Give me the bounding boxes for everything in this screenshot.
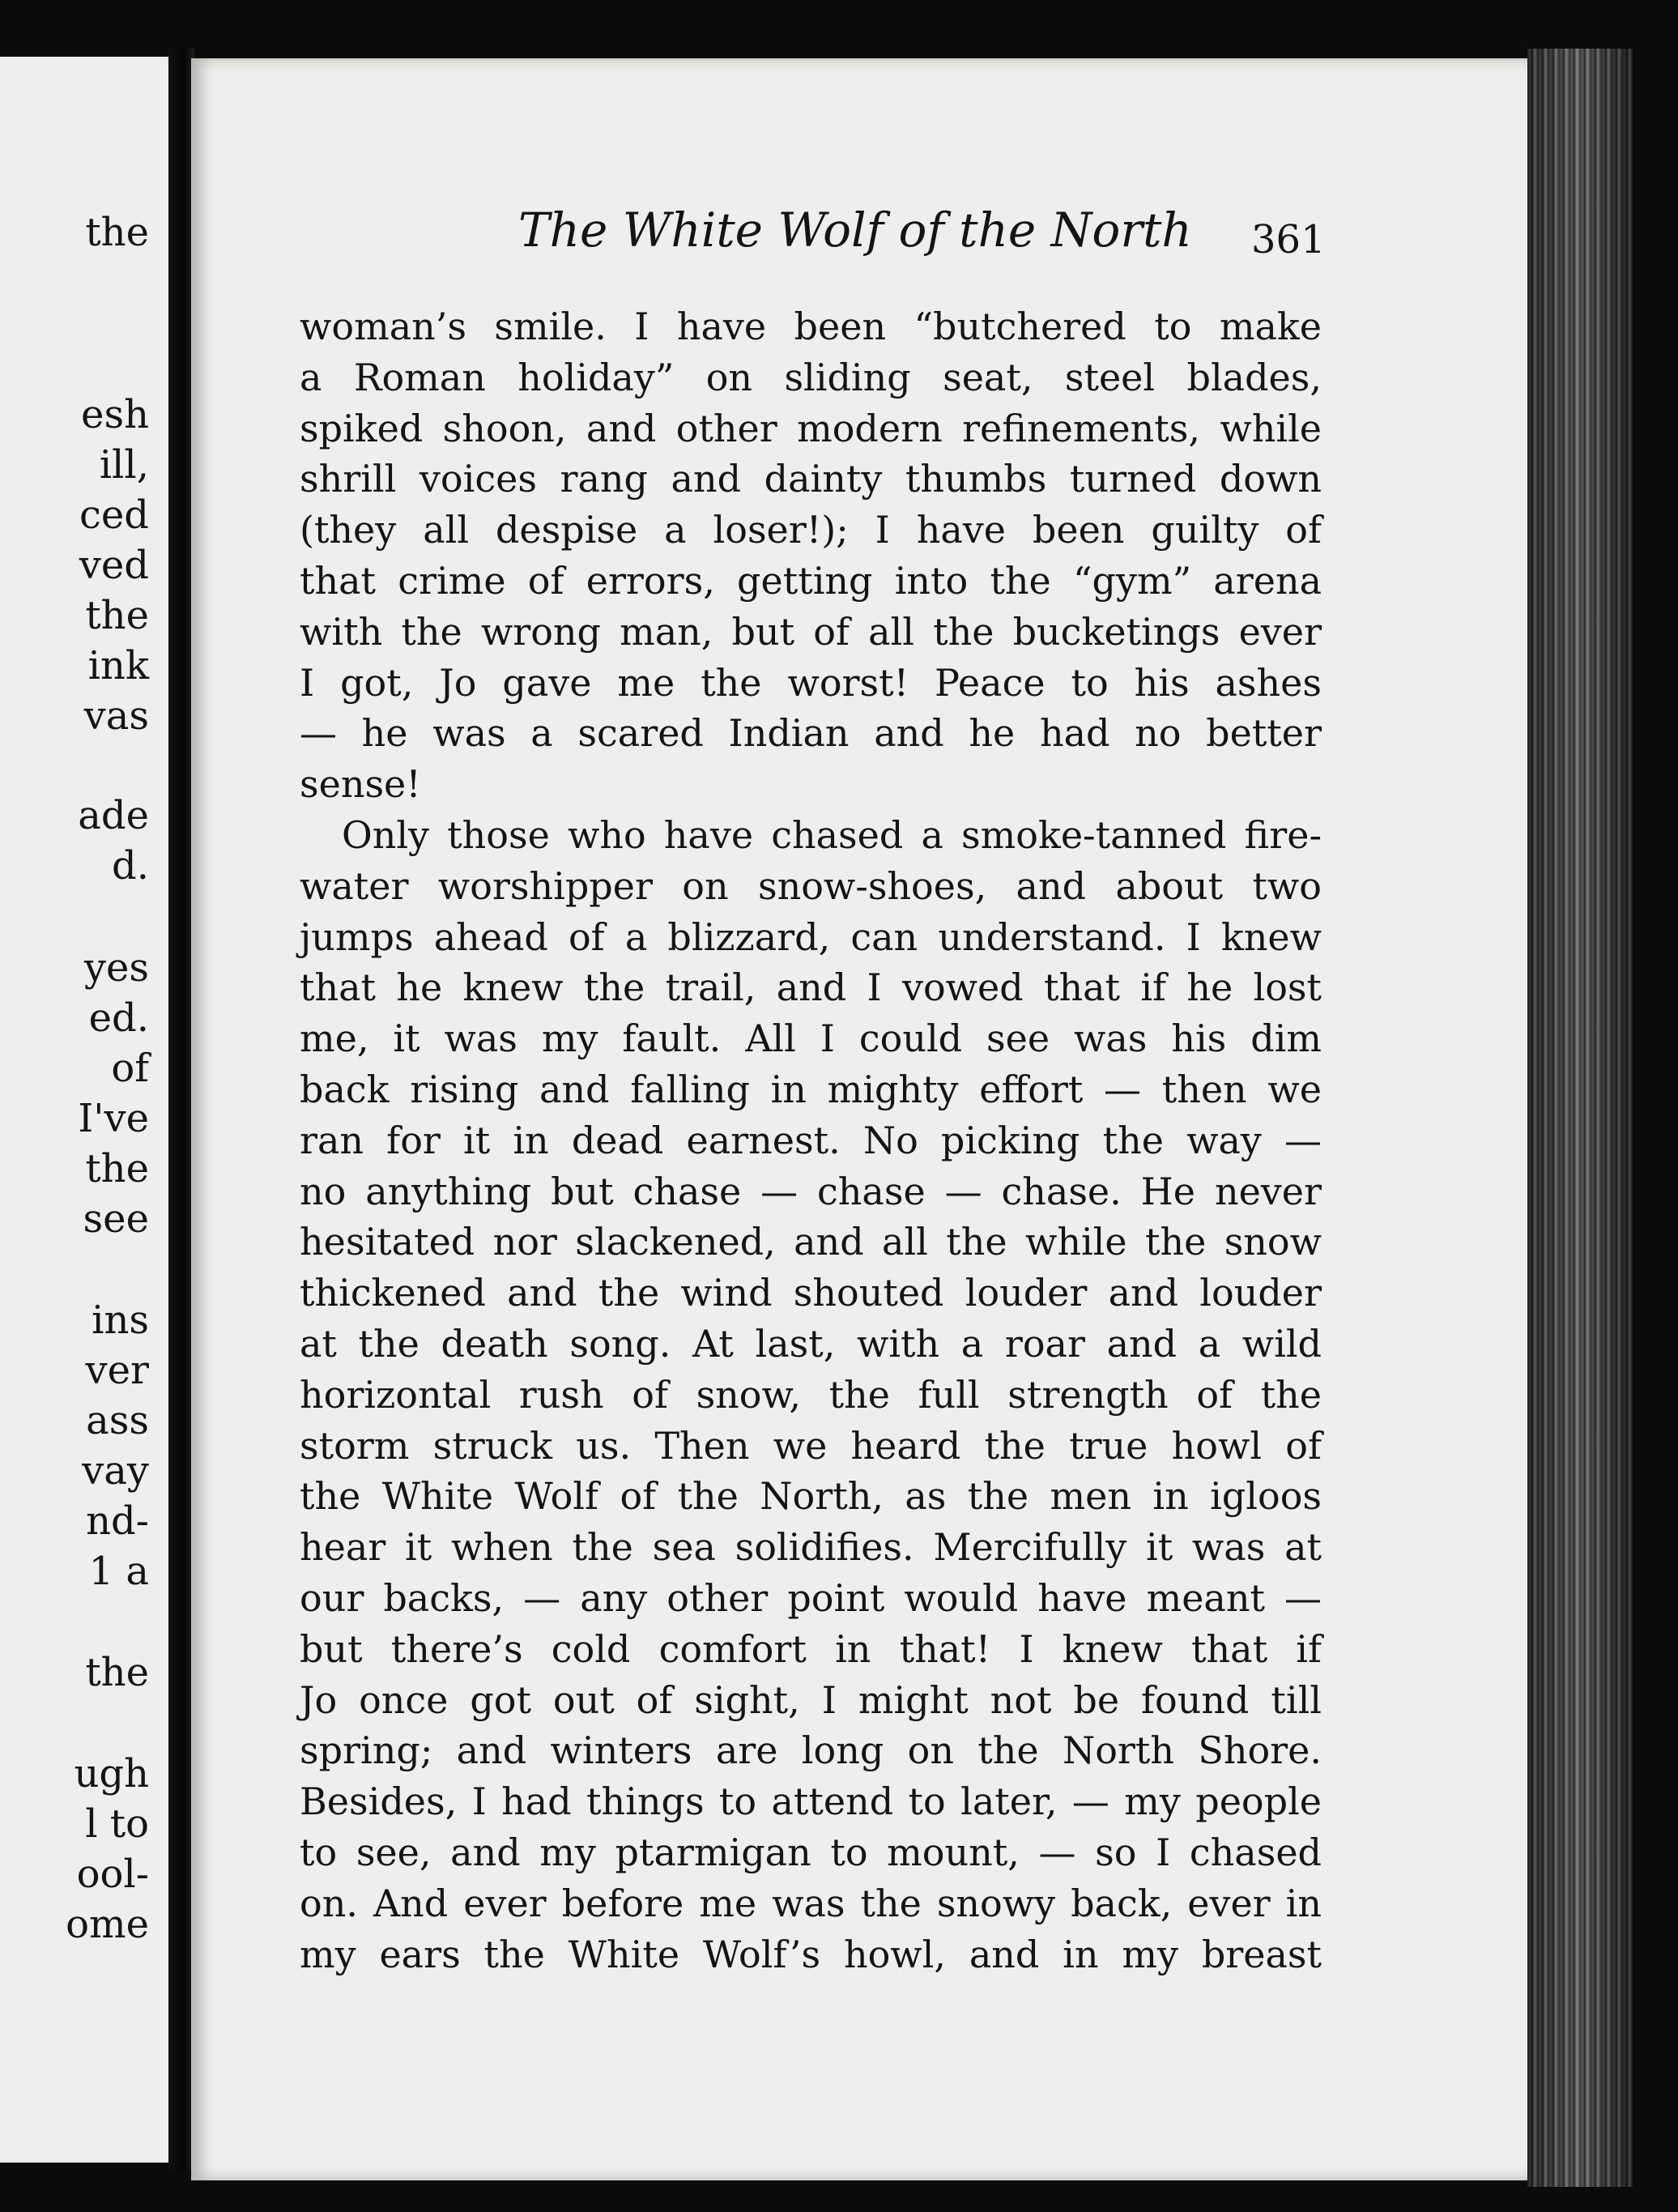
text-line: back rising and falling in mighty effort — then we <box>300 1067 1322 1111</box>
previous-page-word-fragment: ill, <box>99 442 149 488</box>
text-line: I got, Jo gave me the worst! Peace to his ashes <box>300 660 1322 705</box>
text-line: me, it was my fault. All I could see was his dim <box>300 1016 1322 1061</box>
previous-page-word-fragment: ink <box>87 643 149 688</box>
previous-page-word-fragment: vas <box>83 693 149 739</box>
text-line: on. And ever before me was the snowy back, ever in <box>300 1881 1322 1925</box>
previous-page-word-fragment: ed. <box>88 995 149 1041</box>
previous-page-word-fragment: ins <box>92 1298 149 1343</box>
previous-page-word-fragment: nd- <box>86 1498 149 1544</box>
text-line: to see, and my ptarmigan to mount, — so I chased <box>300 1830 1322 1874</box>
text-line: hear it when the sea solidifies. Mercifully it was at <box>300 1525 1322 1570</box>
text-line: (they all despise a loser!); I have been guilty of <box>300 508 1322 552</box>
text-line: woman’s smile. I have been “butchered to make <box>300 305 1322 348</box>
running-head: The White Wolf of the North <box>518 202 1192 258</box>
previous-page-word-fragment: the <box>85 1146 149 1191</box>
text-line: the White Wolf of the North, as the men in igloos <box>300 1474 1322 1519</box>
previous-page-word-fragment: ver <box>85 1348 149 1393</box>
text-line: horizontal rush of snow, the full strength of the <box>300 1372 1322 1417</box>
previous-page-word-fragment: ade <box>78 793 149 838</box>
text-line: spring; and winters are long on the North Shore. <box>300 1728 1322 1773</box>
previous-page-fragment <box>0 57 168 2163</box>
page-edges-shade <box>1527 49 1633 2187</box>
text-line: a Roman holiday” on sliding seat, steel blades, <box>300 355 1322 399</box>
text-line: with the wrong man, but of all the bucketings ever <box>300 609 1322 654</box>
text-line: our backs, — any other point would have meant — <box>300 1575 1322 1620</box>
text-line: that crime of errors, getting into the “gym” arena <box>300 558 1322 603</box>
previous-page-word-fragment: of <box>111 1046 149 1091</box>
previous-page-word-fragment: see <box>83 1196 149 1242</box>
text-line: at the death song. At last, with a roar and a wild <box>300 1321 1322 1366</box>
text-line: storm struck us. Then we heard the true howl of <box>300 1423 1322 1468</box>
previous-page-word-fragment: ass <box>86 1398 149 1443</box>
text-line: thickened and the wind shouted louder and louder <box>300 1271 1322 1315</box>
text-line: jumps ahead of a blizzard, can understand. I knew <box>300 914 1322 959</box>
text-line: ran for it in dead earnest. No picking the way — <box>300 1118 1322 1162</box>
text-line: Jo once got out of sight, I might not be found till <box>300 1677 1322 1722</box>
previous-page-word-fragment: the <box>85 1650 149 1695</box>
text-line: that he knew the trail, and I vowed that if he lost <box>300 965 1322 1010</box>
text-line: Only those who have chased a smoke-tanned fire- <box>342 812 1322 857</box>
text-line: but there’s cold comfort in that! I knew that if <box>300 1626 1322 1671</box>
body-text <box>300 301 1322 1980</box>
previous-page-word-fragment: the <box>85 593 149 638</box>
previous-page-word-fragment: ome <box>66 1902 149 1947</box>
text-line: Besides, I had things to attend to later, — my people <box>300 1779 1322 1824</box>
previous-page-word-fragment: vay <box>82 1448 149 1494</box>
text-line: my ears the White Wolf’s howl, and in my breast <box>300 1932 1322 1976</box>
text-line: sense! <box>300 762 421 807</box>
page-number: 361 <box>1251 217 1326 262</box>
previous-page-word-fragment: 1 a <box>88 1549 149 1594</box>
previous-page-word-fragment: ved <box>79 543 149 588</box>
previous-page-word-fragment: the <box>85 210 149 255</box>
previous-page-word-fragment: ced <box>79 492 149 538</box>
text-line: — he was a scared Indian and he had no better <box>300 711 1322 756</box>
previous-page-word-fragment: l to <box>85 1801 149 1847</box>
text-line: water worshipper on snow-shoes, and about two <box>300 863 1322 908</box>
previous-page-word-fragment: ool- <box>76 1852 149 1897</box>
text-line: shrill voices rang and dainty thumbs turned down <box>300 457 1322 501</box>
text-line: no anything but chase — chase — chase. He never <box>300 1169 1322 1213</box>
previous-page-word-fragment: d. <box>112 843 149 889</box>
previous-page-word-fragment: ugh <box>74 1751 149 1796</box>
text-line: spiked shoon, and other modern refinements, while <box>300 406 1322 450</box>
text-line: hesitated nor slackened, and all the while the snow <box>300 1220 1322 1264</box>
previous-page-word-fragment: yes <box>83 945 149 991</box>
previous-page-word-fragment: esh <box>81 392 149 437</box>
previous-page-word-fragment: I've <box>78 1096 149 1141</box>
